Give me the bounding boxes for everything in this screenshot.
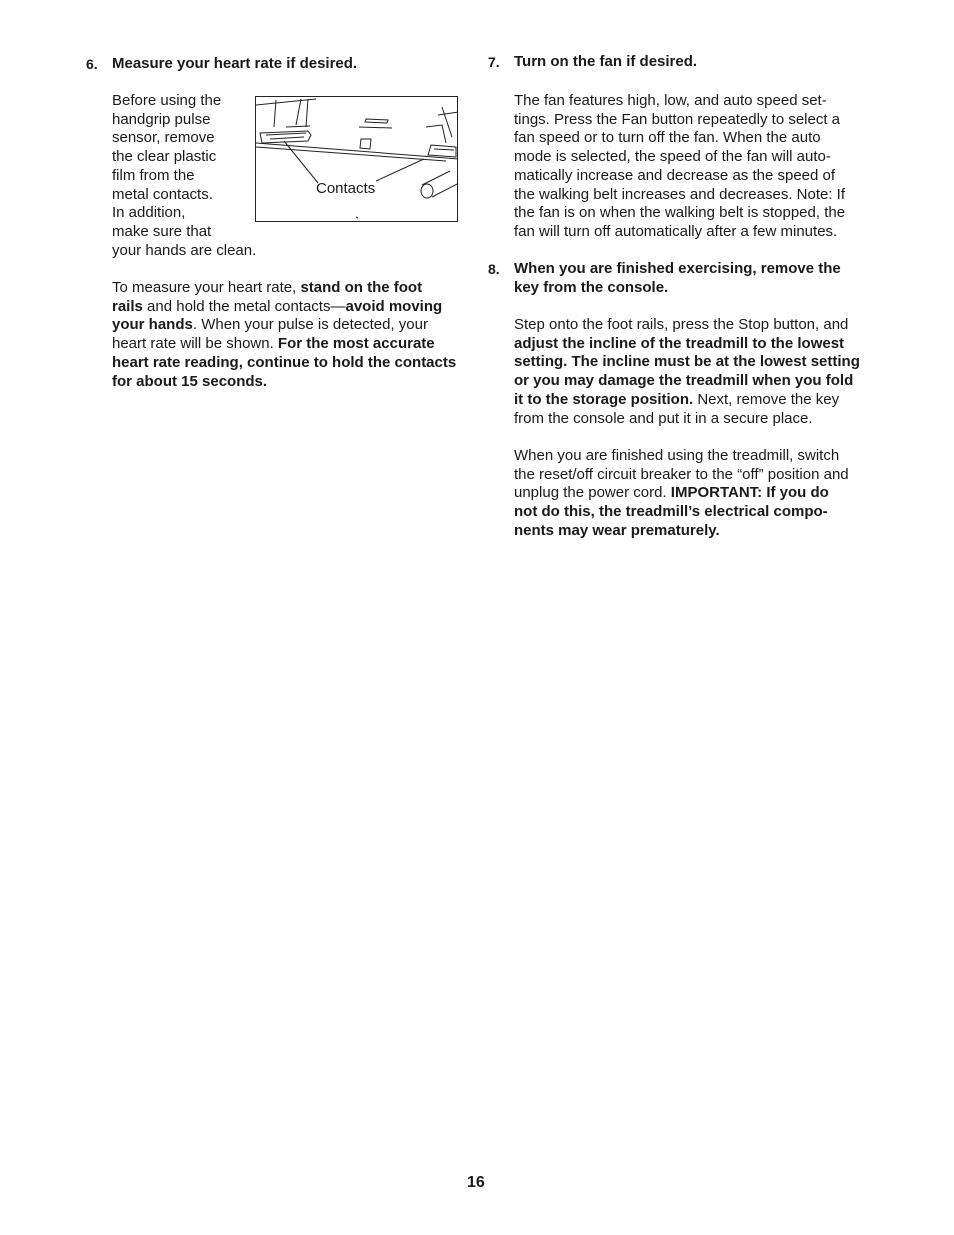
text-line: the walking belt increases and decreases. Note: If xyxy=(514,185,846,203)
text-line xyxy=(514,522,849,541)
text-line: film from the xyxy=(112,166,195,184)
text-line: make sure that xyxy=(112,222,212,240)
text-line: matically increase and decrease as the speed of xyxy=(514,166,836,184)
bold-text: stand on the foot xyxy=(300,279,423,296)
text-line xyxy=(112,298,456,317)
bold-text: your hands xyxy=(112,316,193,334)
text-line: In addition, xyxy=(112,204,186,222)
text-run: To measure your heart rate, xyxy=(112,279,301,296)
text-run: Next, remove the key xyxy=(693,390,840,408)
text-run: heart rate will be shown. xyxy=(112,335,278,353)
step-8-instructions xyxy=(514,316,860,428)
text-line xyxy=(514,372,860,391)
step-8-heading xyxy=(514,260,841,297)
text-line xyxy=(514,410,860,429)
text-run: . When your pulse is detected, your xyxy=(192,316,428,334)
bold-text: adjust the incline of the treadmill to the lowest xyxy=(514,334,845,352)
text-run: Step onto the foot rails, press the Stop button, and xyxy=(514,316,849,333)
page-number: 16 xyxy=(467,1174,485,1191)
step-6-heading: Measure your heart rate if desired. xyxy=(112,55,358,72)
text-line: the clear plastic xyxy=(112,148,217,166)
text-line xyxy=(112,316,456,335)
text-line xyxy=(112,373,456,392)
text-line xyxy=(514,447,849,466)
step-6-intro xyxy=(112,92,256,260)
step-7-number: 7. xyxy=(488,54,500,70)
text-line: handgrip pulse xyxy=(112,110,211,128)
heading-line: key from the console. xyxy=(514,278,669,296)
text-run: the reset/off circuit breaker to the “off” position and xyxy=(514,465,849,483)
bold-text: nents may wear prematurely. xyxy=(514,521,720,539)
step-7-heading: Turn on the fan if desired. xyxy=(514,53,698,70)
bold-text: heart rate reading, continue to hold the contacts xyxy=(112,353,457,371)
text-line: the fan is on when the walking belt is stopped, the xyxy=(514,204,846,222)
text-line: fan will turn off automatically after a few minutes. xyxy=(514,222,838,240)
text-line: fan speed or to turn off the fan. When the auto xyxy=(514,129,821,147)
text-run: and hold the metal contacts— xyxy=(142,297,346,315)
bold-text: or you may damage the treadmill when you fold xyxy=(514,372,854,390)
step-7-body xyxy=(514,92,845,242)
bold-text: for about 15 seconds. xyxy=(112,372,268,390)
contacts-label: Contacts xyxy=(316,180,376,197)
step-8-number: 8. xyxy=(488,261,500,277)
text-line xyxy=(112,354,456,373)
bold-text: avoid moving xyxy=(345,297,443,315)
text-line: mode is selected, the speed of the fan will auto- xyxy=(514,148,831,166)
contacts-figure xyxy=(255,96,458,222)
text-line xyxy=(514,316,860,335)
text-line xyxy=(112,335,456,354)
text-line: sensor, remove xyxy=(112,129,215,147)
text-line: The fan features high, low, and auto speed set- xyxy=(514,92,827,109)
text-run: When you are finished using the treadmill, switch xyxy=(514,447,840,464)
text-line xyxy=(514,503,849,522)
step-8-shutdown-note xyxy=(514,447,849,541)
text-line: your hands are clean. xyxy=(112,241,257,259)
heading-line: When you are finished exercising, remove the xyxy=(514,260,841,277)
bold-text: not do this, the treadmill’s electrical compo- xyxy=(514,503,828,521)
text-line xyxy=(514,391,860,410)
text-line xyxy=(514,466,849,485)
text-line xyxy=(112,279,456,298)
bold-text: IMPORTANT: If you do xyxy=(670,484,829,502)
text-line: Before using the xyxy=(112,92,222,109)
text-line xyxy=(514,335,860,354)
text-line xyxy=(514,484,849,503)
text-run: unplug the power cord. xyxy=(514,484,671,502)
bold-text: setting. The incline must be at the lowest setting xyxy=(514,353,860,371)
text-line: tings. Press the Fan button repeatedly to select a xyxy=(514,110,841,128)
step-6-instructions xyxy=(112,279,456,391)
step-6-number: 6. xyxy=(86,56,98,72)
text-line xyxy=(514,353,860,372)
text-run: from the console and put it in a secure place. xyxy=(514,409,813,427)
bold-text: For the most accurate xyxy=(277,335,435,353)
bold-text: it to the storage position. xyxy=(514,390,694,408)
handrail-illustration xyxy=(256,97,458,222)
text-line: metal contacts. xyxy=(112,185,213,203)
bold-text: rails xyxy=(112,297,143,315)
